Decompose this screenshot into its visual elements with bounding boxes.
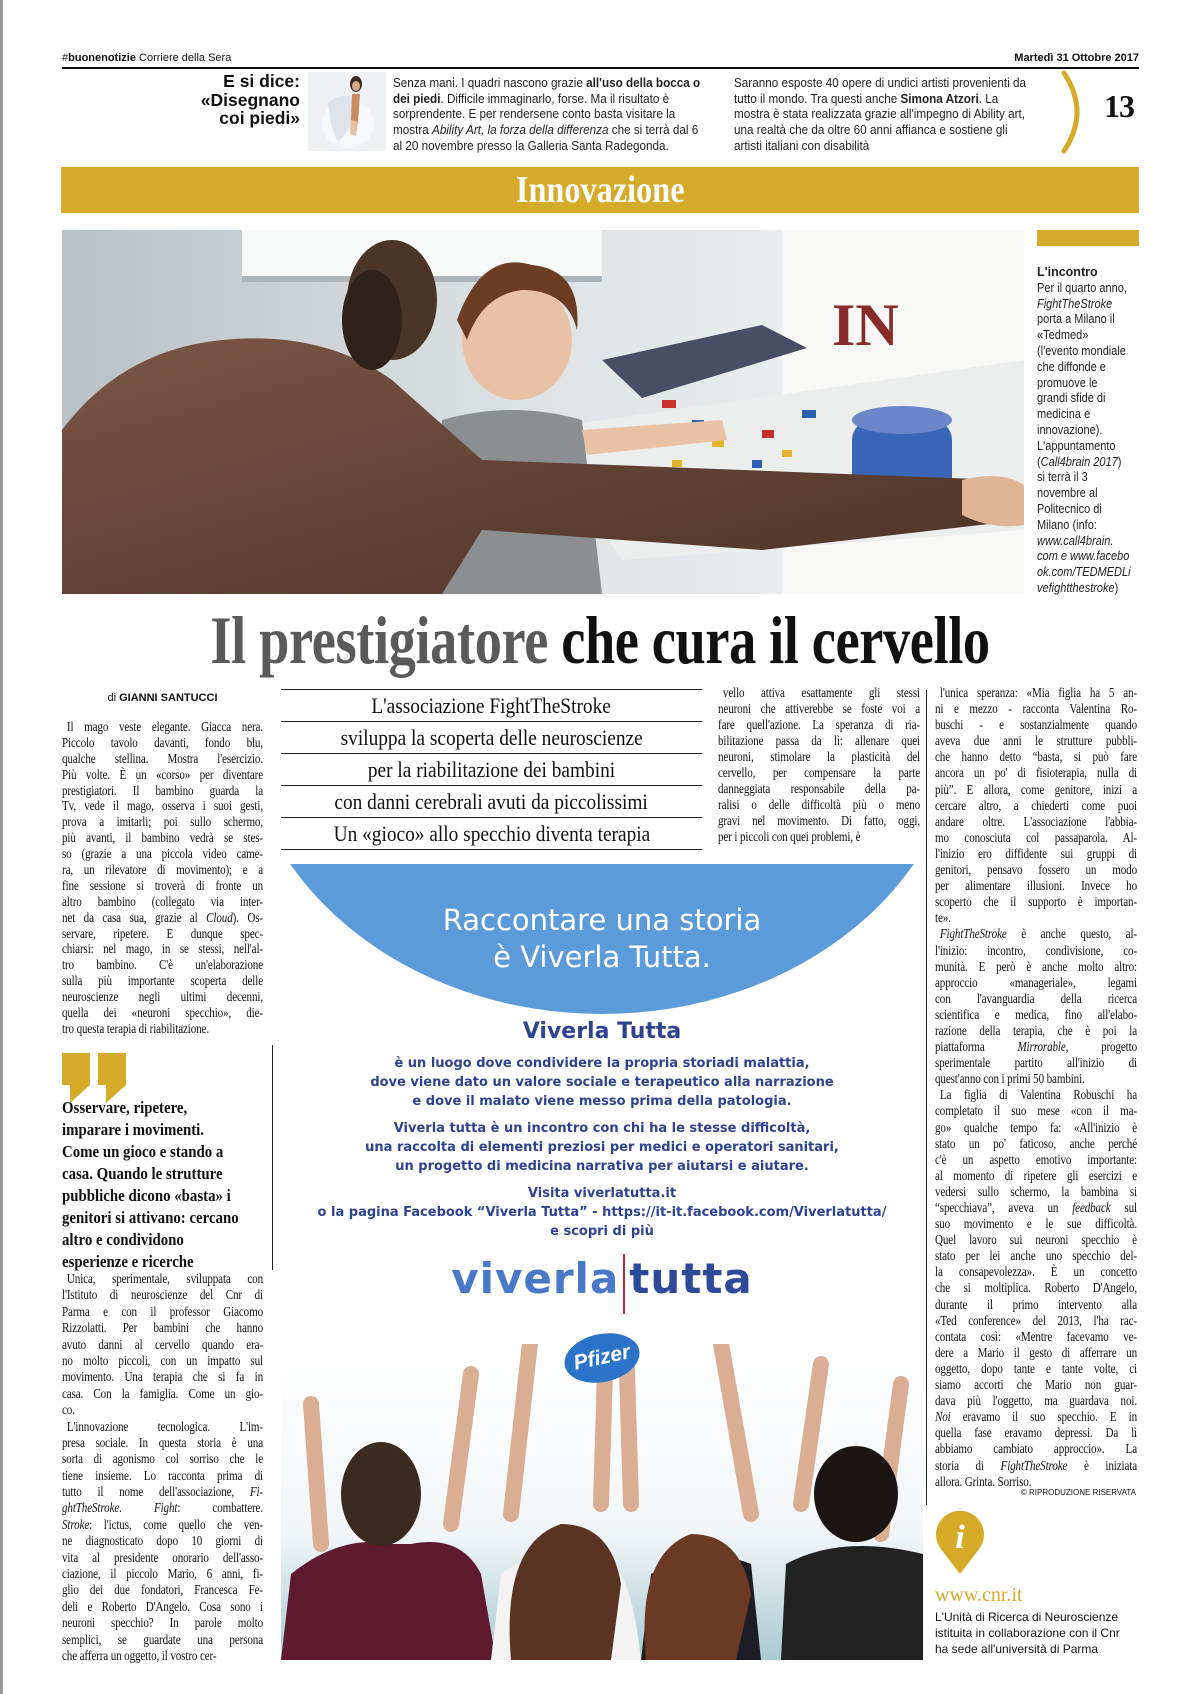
text-line: si terrà il 3 (1037, 470, 1088, 485)
text-segment: all'uso della bocca o (586, 75, 701, 90)
text-line: abbiamo cambiato approccio». La (935, 1441, 1137, 1457)
text-line: con l'avanguardia della ricerca (935, 990, 1137, 1006)
text-line (935, 1458, 1137, 1474)
info-description (935, 1609, 1120, 1657)
text-segment: ghtTheStroke (62, 1500, 120, 1516)
text-segment: : l'ictus, come quello che ven- (89, 1516, 263, 1532)
text-segment: com e www.facebo (1037, 549, 1130, 564)
sidebar-title: L'incontro (1037, 265, 1098, 279)
text-line: per alimentare illusioni. Invece ho (935, 878, 1137, 894)
page-number: 13 (1104, 88, 1134, 124)
text-line: go» qualche tempo fa: «All'inizio è (935, 1119, 1137, 1135)
text-line: esperienze e ricerche (62, 1252, 194, 1271)
text-line: ni e mezzo - racconta Valentina Ro- (935, 701, 1137, 717)
text-line: cervello, per compensare la parte (718, 765, 920, 780)
text-segment: vefightthestroke (1037, 580, 1115, 595)
text-line (935, 1200, 1137, 1216)
text-line: fare quell'azione. La speranza di ria- (718, 717, 920, 732)
article-column-1a (62, 719, 307, 1037)
text-line: avuto danni al cervello quando era- (62, 1336, 263, 1352)
text-line (1037, 581, 1131, 597)
text-line: suo movimento e le sue difficoltà. (935, 1216, 1137, 1232)
text-line: Come un gioco e stando a (62, 1142, 224, 1161)
text-line: andare oltre. L'associazione l'abbia- (935, 813, 1137, 829)
text-segment: ( (1037, 454, 1041, 469)
ad-headline-line: Raccontare una storia (442, 903, 762, 937)
text-line: sperimentale partito all'inizio di (935, 1055, 1137, 1071)
text-line: Rizzolatti. Per bambini che hanno (62, 1320, 263, 1336)
info-pin-icon (935, 1508, 985, 1574)
text-line: prestigiatori. Il bambino guarda la (62, 782, 263, 798)
text-segment: storia di (935, 1457, 1001, 1473)
text-line: te». (935, 910, 951, 926)
text-segment: eravamo il suo specchio. E in (950, 1409, 1137, 1425)
article-photo (62, 230, 1024, 594)
text-line: al 20 novembre presso la Galleria Santa Radegonda. (393, 137, 669, 153)
text-line: genitori, pensavo fossero un modo (935, 862, 1137, 878)
ad-headline-line: è Viverla Tutta. (493, 940, 711, 974)
section-banner (61, 167, 1139, 213)
text-line: vedersi sullo schermo, la bambina si (935, 1183, 1137, 1199)
headline-part-gray: Il prestigiatore (210, 602, 549, 678)
text-line (734, 91, 1026, 107)
text-line (1037, 549, 1131, 565)
text-line: neuroni specchio? In parole molto (62, 1615, 263, 1631)
text-segment: ok.com/TEDMEDLi (1037, 565, 1131, 580)
ad-title: Viverla Tutta (522, 1019, 682, 1044)
deck-text: Un «gioco» allo specchio diventa terapia (333, 821, 650, 846)
text-segment: Call4brain 2017 (1040, 454, 1118, 469)
text-line: (l'evento mondiale (1037, 343, 1126, 358)
article-column-3 (718, 685, 964, 845)
text-segment: FightTheStroke (1000, 1457, 1068, 1473)
deck-line (281, 689, 702, 721)
text-line: completato il suo mese «con il ma- (935, 1103, 1137, 1119)
ad-text-line: Viverla tutta è un incontro con chi ha le stesse difficoltà, (393, 1121, 811, 1136)
teaser-headline-line: coi piedi» (219, 108, 300, 128)
deck-text: L'associazione FightTheStroke (371, 693, 612, 718)
text-line: contata così: «Mentre facevamo ve- (935, 1328, 1137, 1344)
text-segment: FightTheStroke (939, 926, 1007, 942)
text-line: presa sociale. In questa storia è una (62, 1434, 263, 1450)
ad-text-line: un progetto di medicina narrativa per aiutarsi e aiutare. (395, 1159, 809, 1174)
text-line: Tv, vede il mago, osserva i suoi gesti, (62, 798, 263, 814)
text-line: sulla più importante scoperta delle (62, 973, 263, 989)
text-line: artisti italiani con disabilità (734, 137, 870, 153)
text-line: genitori si attivano: cercano (62, 1208, 239, 1227)
text-line: una realtà che da oltre 60 anni affianca e sostiene gli (734, 122, 1008, 138)
text-line: che afferra un oggetto, il vostro cer- (62, 1647, 217, 1663)
article-column-1b (62, 1271, 307, 1664)
text-line: casa. Con la famiglia. Come un gio- (62, 1385, 263, 1401)
text-segment: mostra (393, 122, 433, 138)
byline-author: GIANNI SANTUCCI (119, 692, 218, 704)
text-line: più”. E allora, come genitore, inizi a (935, 781, 1137, 797)
sidebar-accent-bar (1037, 230, 1139, 246)
text-line: Saranno esposte 40 opere di undici artisti provenienti da (734, 75, 1027, 90)
teaser-text-col2 (734, 75, 1059, 154)
text-line: chiarsi: nel mago, in se stessi, nell'al- (62, 941, 263, 957)
text-line: vita al presidente onorario dell'asso- (62, 1549, 263, 1565)
headline-part-black: che cura il cervello (561, 602, 991, 678)
text-line: l'inizio ero diffidente sui gruppi di (935, 845, 1137, 861)
text-line: ra, un rilevatore di movimento); e a (62, 862, 263, 878)
text-line: che hanno detto “basta, si può fare (935, 749, 1137, 765)
text-line: oggetto, dopo tante e tante volte, ci (935, 1360, 1137, 1376)
text-segment: : combattere. (177, 1500, 263, 1516)
text-segment: FightTheStroke (1037, 296, 1113, 311)
text-line: La figlia di Valentina Robuschi ha (939, 1087, 1137, 1103)
text-line (935, 1039, 1137, 1055)
text-line: più avanti, il bambino vedrà se stes- (62, 830, 263, 846)
text-line: fine sessione si troverà di fronte un (62, 877, 263, 893)
text-segment: che si terrà dal 6 (608, 122, 699, 138)
text-line: ne diagnosticato dopo 10 giorni di (62, 1533, 263, 1549)
text-line: allora. Grinta. Sorriso. (935, 1473, 1032, 1489)
column-divider (926, 690, 927, 1505)
text-segment: ) (1117, 454, 1122, 469)
text-line: Osservare, ripetere, (62, 1098, 188, 1117)
info-url-link[interactable]: www.cnr.it (935, 1584, 1023, 1606)
text-segment: www.call4brain. (1037, 533, 1114, 548)
text-line: durante il primo intervento alla (935, 1296, 1137, 1312)
text-line: Parma e con il professor Giacomo (62, 1303, 263, 1319)
text-line: Unica, sperimentale, sviluppata con (66, 1271, 263, 1286)
deck-text: con danni cerebrali avuti da piccolissimi (334, 789, 649, 814)
info-line: istituita in collaborazione con il Cnr (935, 1626, 1120, 1640)
text-line: Piccolo tavolo davanti, fondo blu, (62, 734, 263, 750)
byline (62, 692, 263, 704)
text-segment: Fi- (249, 1484, 263, 1500)
text-segment: Senza mani. I quadri nascono grazie (393, 75, 587, 90)
text-segment: è iniziata (1067, 1457, 1138, 1473)
ad-visit-line: Visita viverlatutta.it (527, 1186, 677, 1201)
text-segment: tutto il nome dell'associazione, (62, 1484, 250, 1500)
text-line: stato per lei anche uno specchio del- (935, 1248, 1137, 1264)
ad-people-photo (281, 1344, 923, 1660)
deck-line (281, 753, 702, 785)
text-line: l'inizio: incontro, condivisione, co- (935, 942, 1137, 958)
pfizer-logo: Pfizer (560, 1327, 644, 1390)
pull-quote (62, 1097, 258, 1273)
text-line: qualche stellina. Mostra l'esercizio. (62, 750, 263, 766)
text-segment: è anche questo, al- (1006, 926, 1137, 942)
text-line: neuroni che attiverebbe se foste voi a (718, 701, 920, 716)
text-line (62, 1500, 263, 1516)
text-segment: tutto il mondo. Tra questi anche (734, 90, 901, 106)
text-line: l'Istituto di neuroscienze del Cnr di (62, 1287, 263, 1303)
page-edge (0, 0, 3, 1694)
text-line: tro questa terapia di riabilitazione. (62, 1020, 209, 1036)
text-line: tiene insieme. Lo racconta prima di (62, 1467, 263, 1483)
text-line (1037, 565, 1131, 581)
copyright-notice: © RIPRODUZIONE RISERVATA (1020, 1488, 1136, 1497)
text-line: glio dei due fondatori, Francesca Fe- (62, 1582, 263, 1598)
ad-text-line: è un luogo dove condividere la propria storiadi malattia, (394, 1056, 810, 1071)
sidebar-event-box (1037, 265, 1143, 597)
folio-section: buonenotizie (68, 52, 136, 64)
ad-text-line: una raccolta di elementi preziosi per medici e operatori sanitari, (365, 1140, 839, 1155)
ad-text-line: e dove il malato viene messo prima della patologia. (412, 1094, 792, 1109)
text-line: scientifica e medica, fino all'elabo- (935, 1006, 1137, 1022)
text-line: dava più l'oggetto, ma guardava noi. (935, 1393, 1137, 1409)
teaser-headline (140, 72, 300, 128)
text-line: medicina e (1037, 407, 1091, 422)
text-segment: ) (1114, 580, 1119, 595)
wall-sign-lettering: IN (832, 292, 899, 358)
text-segment: Noi (935, 1409, 951, 1425)
text-segment: Stroke (62, 1516, 90, 1532)
text-line: prova a imitarli; poi sullo schermo, (62, 814, 263, 830)
text-line: altro bambino (collegato via inter- (62, 893, 263, 909)
teaser-headline-line: E si dice: (223, 71, 300, 91)
logo-left: viverla (451, 1254, 620, 1303)
deck-text: sviluppa la scoperta delle neuroscienze (340, 725, 643, 750)
text-line: «Ted conference» del 2013, l'ha rac- (935, 1312, 1137, 1328)
text-line (935, 926, 1137, 942)
text-line: per i piccoli con quei problemi, è (718, 829, 861, 844)
text-line: casa. Quando le strutture (62, 1164, 223, 1183)
text-segment: Simona Atzori (900, 90, 979, 106)
text-segment: piattaforma (935, 1039, 1018, 1055)
text-line: scoperto che il supporto è importan- (935, 894, 1137, 910)
info-line: L'Unità di Ricerca di Neuroscienze (935, 1610, 1119, 1624)
text-line: mo conosciuta col passaparola. Al- (935, 829, 1137, 845)
text-line: gravi nel movimento. Di fatto, oggi, (718, 813, 920, 828)
text-line: movimento. Una terapia che si fa in (62, 1369, 263, 1385)
text-line: Politecnico di (1037, 501, 1102, 516)
text-line: semplici, se guardate una persona (62, 1631, 263, 1647)
text-line: altro e condividono (62, 1230, 184, 1249)
text-segment: Ability Art, la forza della differenza (432, 122, 609, 138)
text-line: novembre al (1037, 486, 1098, 501)
text-line: L'innovazione tecnologica. L'im- (66, 1418, 263, 1434)
ad-text-line: dove viene dato un valore sociale e terapeutico alla narrazione (370, 1075, 834, 1090)
text-line (393, 75, 700, 91)
logo-right: tutta (629, 1254, 753, 1303)
text-line: ciazione, il piccolo Mario, 6 anni, fi- (62, 1566, 263, 1582)
text-line: promuove le (1037, 375, 1098, 390)
text-segment: “specchiava”, aveva un (935, 1200, 1073, 1215)
text-line: che si moltiplica. Roberto D'Angelo, (935, 1280, 1137, 1296)
deck-line (281, 721, 702, 753)
byline-prefix: di (107, 692, 117, 704)
text-line: aveva due anni le strutture pubbli- (935, 733, 1137, 749)
text-line: Più volte. È un «corso» per diventare (62, 766, 263, 782)
advertisement (281, 864, 923, 1660)
deck-line (281, 817, 702, 850)
text-segment: Fight (153, 1500, 178, 1516)
text-line: Quel lavoro sui neuroni specchio è (935, 1232, 1137, 1248)
text-line: Milano (info: (1037, 517, 1097, 532)
folio-left (62, 52, 231, 64)
text-line: c'è un aspetto emotivo importante: (935, 1151, 1137, 1167)
text-line: «Tedmed» (1037, 328, 1089, 343)
text-line: che diffonde e (1037, 359, 1106, 374)
hashtag: # (62, 52, 69, 64)
text-line (1037, 455, 1131, 471)
text-line: neuroni, stimolare la plasticità del (718, 749, 920, 764)
text-line: imparare i movimenti. (62, 1120, 205, 1139)
ad-facebook-link[interactable]: o la pagina Facebook “Viverla Tutta” - https://it-it.facebook.com/Viverlatutta/ (317, 1205, 887, 1220)
text-line: al momento di ripetere gli esercizi e (935, 1167, 1137, 1183)
text-line (393, 91, 700, 107)
text-line: ralisi o delle difficoltà più o meno (718, 797, 920, 812)
text-segment: . La (978, 90, 999, 106)
newspaper-name: Corriere della Sera (139, 52, 232, 64)
text-line: tro bambino. C'è un'elaborazione (62, 957, 263, 973)
text-segment: , progetto (1065, 1039, 1137, 1055)
text-segment: sul (1110, 1200, 1137, 1215)
text-line: mostra è stata realizzata grazie all'impegno di Ability art, (734, 106, 1025, 122)
ad-visit-line: e scopri di più (550, 1224, 654, 1239)
text-line: grandi sfide di (1037, 391, 1106, 406)
text-line: danneggiata responsabile della pa- (718, 781, 920, 796)
text-line: vello attiva esattamente gli stessi (722, 685, 920, 700)
info-line: ha sede all'università di Parma (935, 1642, 1099, 1656)
text-line: L'appuntamento (1037, 438, 1116, 453)
article-headline (62, 600, 1139, 680)
svg-text:i: i (955, 1519, 965, 1556)
text-segment: dei piedi (393, 90, 441, 106)
text-line: sorta di agonismo col sorriso che le (62, 1451, 263, 1467)
text-line: munità. E però è anche molto altro: (935, 958, 1137, 974)
teaser-text-col1 (393, 75, 734, 154)
text-line: la consapevolezza». È un concetto (935, 1264, 1137, 1280)
text-line: quella dei «neuroni specchio», die- (62, 1005, 263, 1021)
text-line: buschi - e sostanzialmente quando (935, 717, 1137, 733)
text-line: approccio «manageriale», legami (935, 974, 1137, 990)
deck-line (281, 785, 702, 817)
text-line: dere a Mario il gesto di afferrare un (935, 1344, 1137, 1360)
text-line: quella fase eravamo depressi. Da lì (935, 1425, 1137, 1441)
text-line: stato un po' faticoso, anche perché (935, 1135, 1137, 1151)
text-line (1037, 534, 1131, 550)
teaser-headline-line: «Disegnano (200, 89, 300, 110)
text-segment: ). Os- (232, 909, 263, 925)
text-line: so (grazie a una piccola video came- (62, 846, 263, 862)
text-segment: feedback (1072, 1200, 1111, 1215)
text-line: servare, ripetere. E dunque spec- (62, 925, 263, 941)
text-line: no molto piccoli, con un impatto sul (62, 1352, 263, 1368)
article-deck (281, 689, 702, 850)
text-line: porta a Milano il (1037, 312, 1115, 327)
column-divider (272, 1045, 273, 1270)
text-line: deli e Roberto D'Angelo. Cosa sono i (62, 1598, 263, 1614)
folio-date: Martedì 31 Ottobre 2017 (1014, 52, 1139, 64)
section-title: Innovazione (515, 169, 685, 211)
text-line: siamo accorti che Mario non guar- (935, 1377, 1137, 1393)
text-segment: . Difficile immaginarlo, forse. Ma il risultato è (440, 90, 670, 106)
text-line: l'unica speranza: «Mia figlia ha 5 an- (939, 685, 1137, 700)
text-line (62, 910, 263, 926)
quote-mark-icon (62, 1053, 128, 1103)
viverla-tutta-logo (281, 1254, 923, 1314)
text-segment: Cloud (206, 909, 233, 925)
deck-text: per la riabilitazione dei bambini (367, 757, 616, 782)
text-line: sorprendente. E per rendersene conto basta visitare la (393, 106, 676, 122)
text-line: neuroscienze negli ultimi decenni, (62, 989, 263, 1005)
text-line (1037, 297, 1131, 313)
text-segment: . (119, 1500, 154, 1516)
text-line: razione della terapia, che è poi la (935, 1022, 1137, 1038)
text-line (62, 1517, 263, 1533)
article-column-4 (935, 685, 1181, 1490)
text-line: bilitazione passa da lì: allenare quei (718, 733, 920, 748)
text-segment: net da casa sua, grazie al (62, 909, 207, 925)
text-line: co. (62, 1402, 75, 1418)
text-line (935, 1409, 1137, 1425)
text-line: innovazione). (1037, 422, 1103, 437)
header-rule (62, 67, 1139, 69)
text-line: pubbliche dicono «basta» i (62, 1186, 231, 1205)
bracket-decoration (1060, 70, 1090, 154)
text-line: Per il quarto anno, (1037, 280, 1127, 295)
text-segment: Mirrorable (1017, 1039, 1066, 1055)
text-line (62, 1484, 263, 1500)
text-line: ancora un po' di fisioterapia, nulla di (935, 765, 1137, 781)
text-line: Il mago veste elegante. Giacca nera. (66, 719, 263, 734)
text-line: cercare altro, a chiederti come puoi (935, 797, 1137, 813)
text-line (393, 122, 700, 138)
text-line: quest'anno con i primi 50 bambini. (935, 1071, 1085, 1087)
teaser-artwork-image (308, 72, 386, 151)
